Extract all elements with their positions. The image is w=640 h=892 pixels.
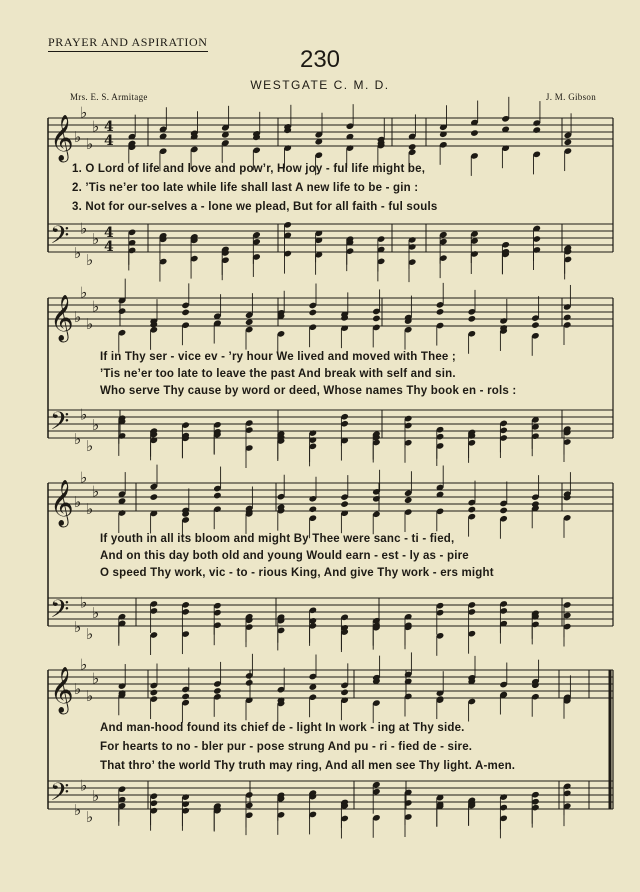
- notehead: [470, 129, 479, 137]
- notehead: [245, 679, 254, 687]
- treble-clef: 𝄞: [50, 115, 74, 161]
- flat-sign: ♭: [92, 297, 100, 316]
- hymn-number: 230: [299, 46, 341, 73]
- lyric-line: O speed Thy work, vic - to - rious King, And give Thy work - ers might: [100, 567, 494, 579]
- notehead: [467, 506, 476, 514]
- flat-sign: ♭: [86, 687, 94, 705]
- flat-sign: ♭: [92, 117, 100, 136]
- flat-sign: ♭: [80, 776, 88, 795]
- notehead: [563, 314, 572, 322]
- flat-sign: ♭: [86, 251, 94, 269]
- flat-sign: ♭: [86, 500, 94, 518]
- bass-clef: 𝄢: [50, 595, 70, 630]
- flat-sign: ♭: [80, 283, 88, 302]
- notehead: [245, 318, 254, 326]
- lyric-line: For hearts to no - bler pur - pose strung And pu - ri - fied de - sire.: [100, 741, 473, 753]
- time-signature: 4: [104, 119, 114, 135]
- lyric-line: That thro’ the world Thy truth may ring, And all men see Thy light. A-men.: [100, 760, 516, 772]
- bass-clef: 𝄢: [50, 221, 70, 256]
- notehead: [340, 689, 349, 697]
- notehead: [436, 308, 445, 316]
- notehead: [564, 139, 573, 147]
- notehead: [372, 315, 381, 323]
- flat-sign: ♭: [80, 405, 88, 424]
- flat-sign: ♭: [74, 801, 82, 819]
- lyric-line: If in Thy ser - vice ev - ’ry hour We lived and moved with Thee ;: [100, 351, 456, 363]
- flat-sign: ♭: [74, 430, 82, 448]
- treble-clef: 𝄞: [50, 295, 74, 341]
- notehead: [308, 309, 317, 317]
- notehead: [532, 126, 541, 134]
- lyric-line: 2. ’Tis ne’er too late while life shall last A new life to be - gin :: [72, 182, 419, 194]
- flat-sign: ♭: [92, 787, 100, 805]
- lyric-line: And on this day both old and young Would earn - est - ly as - pire: [100, 550, 469, 562]
- notehead: [308, 506, 317, 514]
- author-credit: Mrs. E. S. Armitage: [70, 92, 148, 102]
- flat-sign: ♭: [86, 437, 94, 455]
- flat-sign: ♭: [80, 593, 88, 612]
- notehead: [213, 687, 222, 695]
- section-title: PRAYER AND ASPIRATION: [48, 35, 208, 52]
- tune-name: WESTGATE C. M. D.: [250, 78, 390, 92]
- lyric-line: ’Tis ne’er too late to leave the past And break with self and sin.: [100, 368, 456, 380]
- lyric-line: And man-hood found its chief de - light In work - ing at Thy side.: [100, 722, 465, 734]
- notehead: [213, 492, 222, 500]
- notehead: [531, 321, 540, 329]
- notehead: [467, 315, 476, 323]
- flat-sign: ♭: [92, 604, 100, 622]
- flat-sign: ♭: [74, 244, 82, 262]
- flat-sign: ♭: [74, 680, 82, 698]
- flat-sign: ♭: [92, 669, 100, 688]
- flat-sign: ♭: [74, 308, 82, 326]
- lyric-line: If youth in all its bloom and might By Thee were sanc - ti - fied,: [100, 533, 455, 545]
- flat-sign: ♭: [86, 135, 94, 153]
- flat-sign: ♭: [86, 808, 94, 826]
- notehead: [499, 507, 508, 515]
- time-signature: 4: [104, 225, 114, 241]
- lyric-line: Who serve Thy cause by word or deed, Whose names Thy book en - rols :: [100, 385, 517, 397]
- flat-sign: ♭: [92, 230, 100, 248]
- flat-sign: ♭: [86, 625, 94, 643]
- flat-sign: ♭: [80, 655, 88, 674]
- flat-sign: ♭: [74, 493, 82, 511]
- bass-clef: 𝄢: [50, 778, 70, 813]
- treble-clef: 𝄞: [50, 480, 74, 526]
- notehead: [181, 693, 190, 701]
- flat-sign: ♭: [80, 103, 88, 122]
- treble-clef: 𝄞: [50, 667, 74, 713]
- lyric-line: 1. O Lord of life and love and pow’r, How joy - ful life might be,: [72, 163, 426, 175]
- notehead: [118, 307, 127, 315]
- time-signature: 4: [104, 133, 114, 149]
- flat-sign: ♭: [92, 482, 100, 501]
- notehead: [149, 689, 158, 697]
- flat-sign: ♭: [92, 416, 100, 434]
- flat-sign: ♭: [74, 618, 82, 636]
- flat-sign: ♭: [74, 128, 82, 146]
- flat-sign: ♭: [80, 219, 88, 238]
- composer-credit: J. M. Gibson: [545, 92, 596, 102]
- flat-sign: ♭: [86, 315, 94, 333]
- flat-sign: ♭: [80, 468, 88, 487]
- notehead: [181, 309, 190, 317]
- time-signature: 4: [104, 239, 114, 255]
- notehead: [340, 500, 349, 508]
- bass-clef: 𝄢: [50, 407, 70, 442]
- notehead: [149, 493, 158, 501]
- lyric-line: 3. Not for our-selves a - lone we plead, But for all faith - ful souls: [72, 201, 438, 213]
- notehead: [404, 496, 413, 504]
